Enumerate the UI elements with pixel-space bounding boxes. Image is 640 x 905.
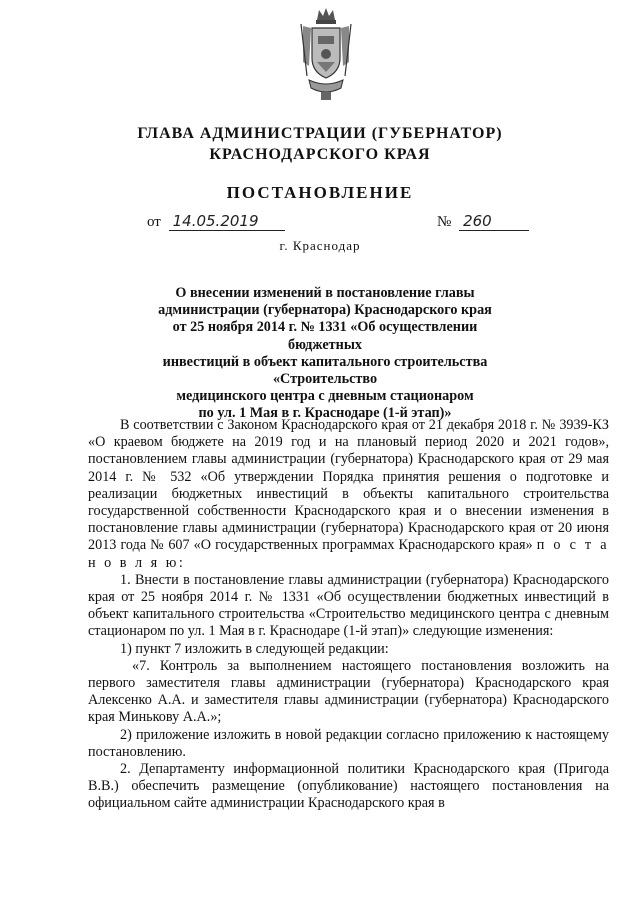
subject-line: О внесении изменений в постановление главы bbox=[175, 285, 475, 301]
paragraph-item-1: 1. Внести в постановление главы администрации (губернатора) Краснодарского края от 25 ноября 2014 г. № 1331 «Об осуществлении бюджетных инвестиций в объект капитального строительства «Строительство медицинского центра с дневным стационаром по ул. 1 Мая в г. Краснодаре (1-й этап)» следующие изменения: bbox=[88, 571, 609, 640]
subject-line: инвестиций в объект капитального строительства «Строительство bbox=[162, 353, 488, 388]
authority-title-line1: ГЛАВА АДМИНИСТРАЦИИ (ГУБЕРНАТОР) bbox=[137, 125, 503, 142]
subject-line: по ул. 1 Мая в г. Краснодаре (1-й этап)» bbox=[198, 405, 452, 422]
paragraph-subitem-2: 2) приложение изложить в новой редакции согласно приложению к настоящему постановлению. bbox=[88, 726, 609, 760]
paragraph-preamble bbox=[88, 417, 609, 572]
number-value: 260 bbox=[459, 212, 529, 231]
subject-line: от 25 ноября 2014 г. № 1331 «Об осуществлении бюджетных bbox=[172, 319, 478, 353]
document-subject bbox=[140, 285, 510, 423]
date-prefix: от bbox=[147, 214, 161, 230]
number-prefix: № bbox=[437, 214, 452, 230]
paragraph-quote: «7. Контроль за выполнением настоящего постановления возложить на первого заместителя главы администрации (губернатора) Краснодарского края Алексенко А.А. и заместителя главы администрации (губернатора) Краснодарского края Минькову А.А.»; bbox=[88, 657, 609, 726]
date-line bbox=[147, 212, 285, 231]
document-type: ПОСТАНОВЛЕНИЕ bbox=[226, 183, 414, 202]
number-line bbox=[437, 212, 529, 231]
authority-title-line2: КРАСНОДАРСКОГО КРАЯ bbox=[209, 146, 431, 163]
paragraph-item-2: 2. Департаменту информационной политики Краснодарского края (Пригода В.В.) обеспечить размещение (опубликование) настоящего постановления на официальном сайте администрации Краснодарского края в bbox=[88, 761, 609, 812]
coat-of-arms-icon bbox=[297, 6, 355, 106]
subject-line: медицинского центра с дневным стационаром bbox=[176, 388, 474, 405]
document-body bbox=[88, 417, 609, 813]
decree-word: п о с т а н о в л я ю: bbox=[88, 537, 610, 571]
subject-line: администрации (губернатора) Краснодарского края bbox=[158, 302, 492, 319]
preamble-text: В соответствии с Законом Краснодарского края от 21 декабря 2018 г. № 3939-КЗ «О краевом бюджете на 2019 год и на плановый период 2020 и 2021 годов», постановлением главы администрации (губернатора) Краснодарского края от 29 мая 2014 г. № 532 «Об утверждении Порядка принятия решения о подготовке и реализации бюджетных инвестиций в объекты капитального строительства государственной собственности Краснодарского края и о внесении изменения в постановление главы администрации (губернатора) Краснодарского края от 20 июня 2013 года № 607 «О государственных программах Краснодарского края» bbox=[88, 417, 609, 554]
city: г. Краснодар bbox=[279, 238, 361, 253]
date-value: 14.05.2019 bbox=[169, 212, 285, 231]
paragraph-subitem-1: 1) пункт 7 изложить в следующей редакции: bbox=[120, 640, 389, 657]
